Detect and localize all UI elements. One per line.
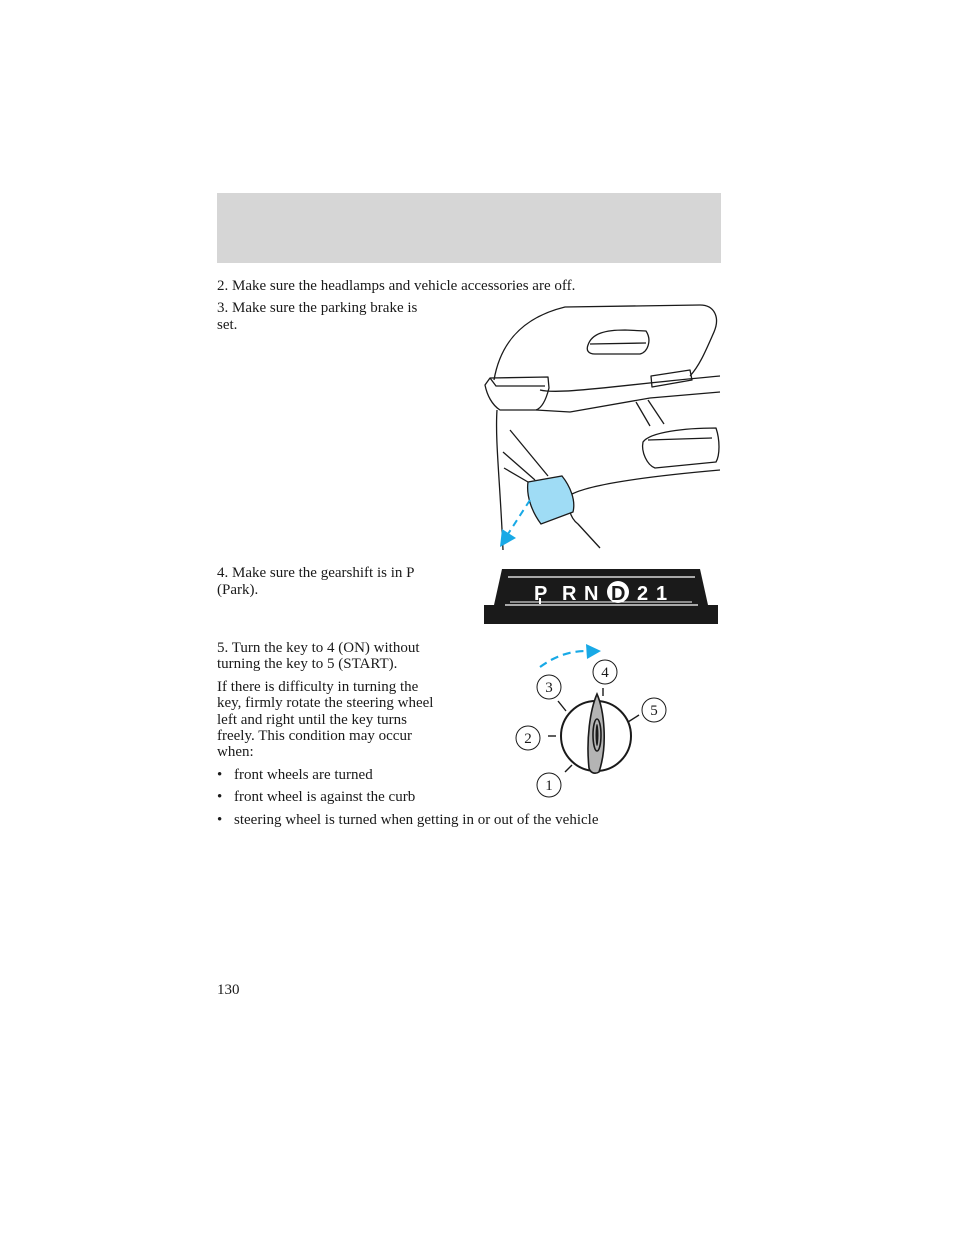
gear-letter-d: D: [611, 583, 626, 605]
difficulty-text-line4: freely. This condition may occur: [217, 728, 412, 744]
step-4-text-line1: 4. Make sure the gearshift is in P: [217, 565, 415, 581]
difficulty-text-line5: when:: [217, 744, 254, 760]
parking-brake-illustration: [470, 300, 730, 560]
brake-pedal-highlight: [528, 476, 574, 524]
page-number: 130: [217, 982, 240, 998]
ignition-position-label: 2: [524, 731, 532, 747]
gear-letter-r: R: [562, 583, 577, 605]
difficulty-text-line2: key, firmly rotate the steering wheel: [217, 695, 434, 711]
gear-letter-p: P: [534, 583, 548, 605]
ignition-position-label: 4: [601, 665, 609, 681]
step-3-text-line1: 3. Make sure the parking brake is: [217, 300, 418, 316]
bullet-symbol: •: [217, 812, 223, 828]
ignition-position-label: 3: [545, 680, 553, 696]
step-3-text-line2: set.: [217, 317, 238, 333]
gear-letter-n: N: [584, 583, 599, 605]
bullet-text: front wheels are turned: [234, 767, 373, 783]
bullet-text: front wheel is against the curb: [234, 789, 416, 805]
gear-letter-2: 2: [637, 583, 649, 605]
gear-letter-1: 1: [656, 583, 668, 605]
step-5-text-line1: 5. Turn the key to 4 (ON) without: [217, 640, 420, 656]
step-2-text: 2. Make sure the headlamps and vehicle accessories are off.: [217, 278, 576, 294]
difficulty-text-line3: left and right until the key turns: [217, 712, 407, 728]
difficulty-text-line1: If there is difficulty in turning the: [217, 679, 419, 695]
section-header-band: [217, 193, 721, 263]
bullet-symbol: •: [217, 767, 223, 783]
ignition-position-label: 1: [545, 778, 553, 794]
bullet-text: steering wheel is turned when getting in or out of the vehicle: [234, 812, 599, 828]
gear-indicator-panel: [484, 567, 718, 624]
bullet-symbol: •: [217, 789, 223, 805]
step-4-text-line2: (Park).: [217, 582, 259, 598]
ignition-switch-illustration: [510, 640, 680, 805]
ignition-position-label: 5: [650, 703, 658, 719]
step-5-text-line2: turning the key to 5 (START).: [217, 656, 398, 672]
